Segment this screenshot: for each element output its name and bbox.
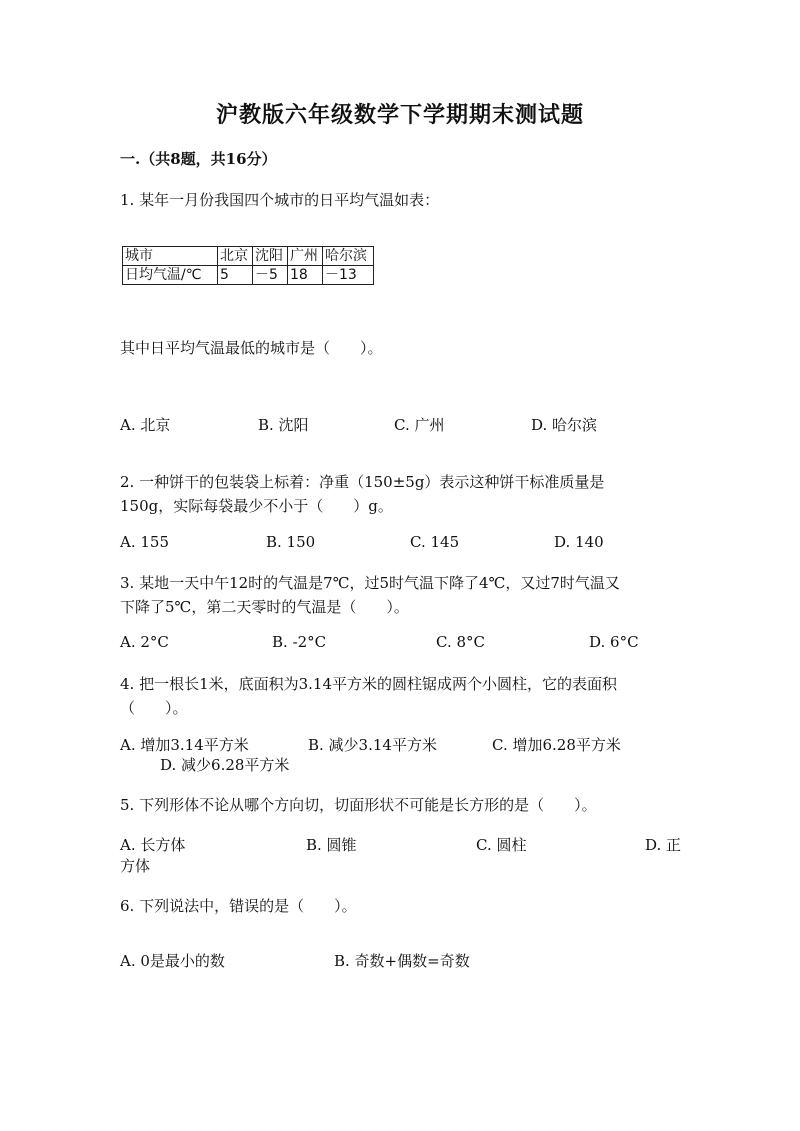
table-cell: －5: [253, 266, 288, 285]
question-3-option-d[interactable]: D. 6°C: [589, 633, 639, 651]
question-2-option-b[interactable]: B. 150: [266, 533, 316, 551]
question-2-option-d[interactable]: D. 140: [554, 533, 604, 551]
question-1-option-a[interactable]: A. 北京: [120, 416, 171, 434]
table-cell: 广州: [288, 247, 323, 266]
table-cell: 18: [288, 266, 323, 285]
question-4-option-a[interactable]: A. 增加3.14平方米: [120, 736, 249, 754]
question-1-stem: 1. 某年一月份我国四个城市的日平均气温如表：: [120, 191, 440, 209]
question-4-stem-line1: 4. 把一根长1米，底面积为3.14平方米的圆柱锯成两个小圆柱，它的表面积: [120, 675, 618, 693]
question-1-prompt: 其中日平均气温最低的城市是（ ）。: [120, 339, 383, 357]
question-4-option-c[interactable]: C. 增加6.28平方米: [492, 736, 621, 754]
question-4-stem-line2: （ ）。: [120, 699, 188, 717]
table-row: [123, 247, 374, 266]
question-6-stem: 6. 下列说法中，错误的是（ ）。: [120, 897, 357, 915]
question-1-option-c[interactable]: C. 广州: [394, 416, 445, 434]
question-5-option-c[interactable]: C. 圆柱: [476, 836, 527, 854]
question-1-option-d[interactable]: D. 哈尔滨: [531, 416, 598, 434]
table-cell: 日均气温/℃: [123, 266, 218, 285]
question-3-option-c[interactable]: C. 8°C: [436, 633, 485, 651]
question-5-option-d[interactable]: D. 正: [645, 836, 682, 854]
question-3-stem-line2: 下降了5℃，第二天零时的气温是（ ）。: [120, 598, 409, 616]
section-heading: 一.（共8题，共16分）: [120, 150, 277, 168]
question-3-option-b[interactable]: B. -2°C: [272, 633, 327, 651]
table-cell: 哈尔滨: [323, 247, 374, 266]
table-cell: 北京: [218, 247, 253, 266]
table-cell: 城市: [123, 247, 218, 266]
question-4-option-d[interactable]: D. 减少6.28平方米: [160, 756, 290, 774]
question-5-option-d-wrap: 方体: [120, 857, 151, 875]
question-2-option-a[interactable]: A. 155: [120, 533, 169, 551]
temperature-table: [122, 246, 374, 285]
question-3-stem-line1: 3. 某地一天中午12时的气温是7℃，过5时气温下降了4℃，又过7时气温又: [120, 574, 620, 592]
table-cell: 沈阳: [253, 247, 288, 266]
table-row: [123, 266, 374, 285]
question-2-option-c[interactable]: C. 145: [410, 533, 460, 551]
question-5-option-b[interactable]: B. 圆锥: [306, 836, 357, 854]
page-title: 沪教版六年级数学下学期期末测试题: [215, 102, 584, 128]
question-1-option-b[interactable]: B. 沈阳: [258, 416, 309, 434]
question-2-stem-line1: 2. 一种饼干的包装袋上标着：净重（150±5g）表示这种饼干标准质量是: [120, 473, 605, 491]
question-5-option-a[interactable]: A. 长方体: [120, 836, 186, 854]
question-6-option-b[interactable]: B. 奇数+偶数=奇数: [334, 952, 470, 970]
table-cell: －13: [323, 266, 374, 285]
question-2-stem-line2: 150g，实际每袋最少不小于（ ）g。: [120, 497, 393, 515]
table-cell: 5: [218, 266, 253, 285]
question-4-option-b[interactable]: B. 减少3.14平方米: [308, 736, 437, 754]
question-5-stem: 5. 下列形体不论从哪个方向切，切面形状不可能是长方形的是（ ）。: [120, 796, 597, 814]
question-6-option-a[interactable]: A. 0是最小的数: [120, 952, 225, 970]
question-3-option-a[interactable]: A. 2°C: [120, 633, 169, 651]
